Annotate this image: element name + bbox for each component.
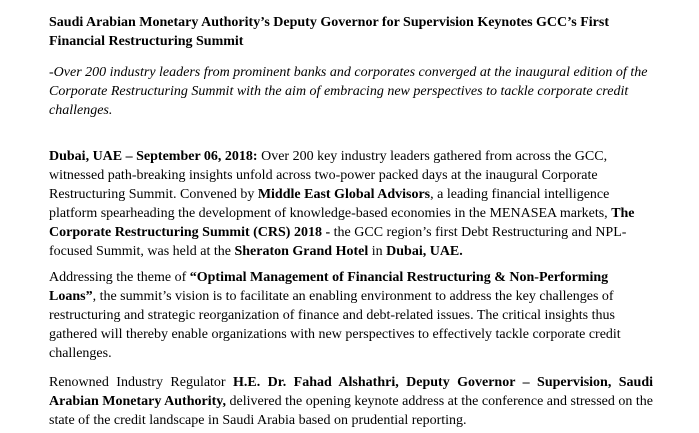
body-paragraph-keynote: [49, 373, 653, 430]
text-run: Over 200 key industry leaders gathered from across the GCC, witnessed path-breaking insights unfold across two-power packed days at the inaugural Corporate Restructuring Summit. Convened by: [49, 149, 608, 202]
document-subtitle: -Over 200 industry leaders from prominent banks and corporates converged at the inaugural edition of the Corporate Restructuring Summit with the aim of embracing new perspectives to tackle corporate credit challenges.: [49, 65, 648, 118]
text-run: Addressing the theme of: [49, 270, 190, 285]
document-title: Saudi Arabian Monetary Authority’s Deputy Governor for Supervision Keynotes GCC’s First Financial Restructuring Summit: [49, 15, 610, 49]
bold-text-run: The Corporate Restructuring Summit (CRS) 2018 -: [49, 206, 635, 240]
text-run: , the summit’s vision is to facilitate an enabling environment to address the key challenges of restructuring and strategic reorganization of finance and debt-related issues. The critical insights thus gathered will thereby enable organizations with new perspectives to effectively tackle corporate credit challenges.: [49, 289, 621, 361]
bold-text-run: “Optimal Management of Financial Restructuring & Non-Performing Loans”: [49, 270, 609, 304]
bold-text-run: Sheraton Grand Hotel: [234, 244, 369, 259]
body-paragraph-theme: [49, 268, 653, 363]
body-paragraph-dateline: [49, 147, 653, 261]
text-run: in: [368, 244, 387, 259]
bold-text-run: H.E. Dr. Fahad Alshathri, Deputy Governor – Supervision, Saudi Arabian Monetary Authority,: [49, 375, 654, 409]
bold-text-run: Middle East Global Advisors: [257, 187, 431, 202]
text-run: delivered the opening keynote address at the conference and stressed on the state of the credit landscape in Saudi Arabia based on prudential reporting.: [49, 394, 653, 428]
bold-text-run: Dubai, UAE.: [386, 244, 463, 259]
bold-text-run: Dubai, UAE – September 06, 2018:: [49, 149, 262, 164]
text-run: Renowned Industry Regulator: [49, 375, 234, 390]
text-run: the GCC region’s first Debt Restructuring and NPL-focused Summit, was held at the: [49, 225, 627, 259]
text-run: , a leading financial intelligence platform spearheading the development of knowledge-based economies in the MENASEA markets,: [49, 187, 612, 221]
